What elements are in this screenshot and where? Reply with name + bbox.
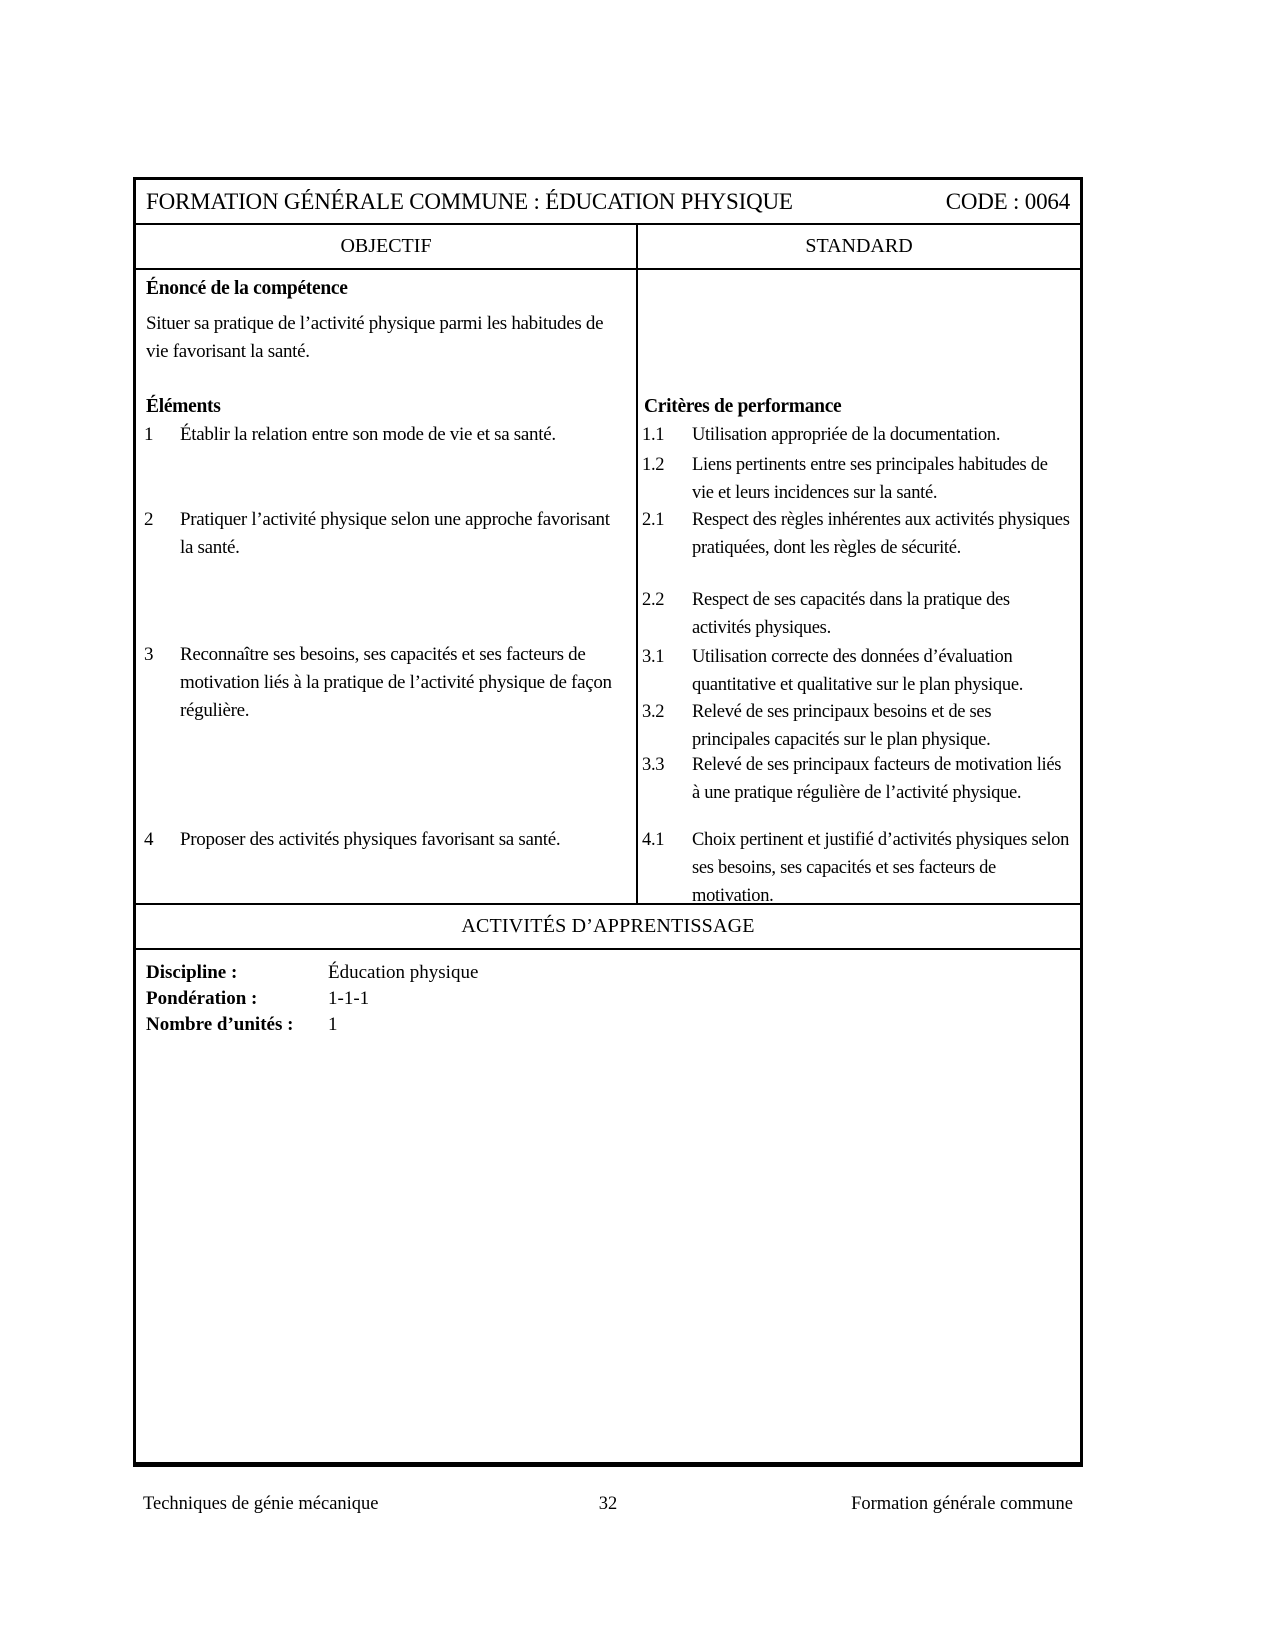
critere-num: 4.1 xyxy=(642,830,665,850)
critere-item xyxy=(642,451,1073,507)
footer-section-name: Formation générale commune xyxy=(851,1494,1073,1514)
objectif-cell xyxy=(136,270,638,903)
elements-title: Éléments xyxy=(146,396,221,417)
critere-item xyxy=(642,643,1073,699)
element-num: 1 xyxy=(144,424,154,445)
activites-banner xyxy=(136,905,1080,950)
critere-text: Utilisation appropriée de la documentation. xyxy=(692,425,1001,445)
col-header-objectif: OBJECTIF xyxy=(136,225,638,268)
critere-text: Choix pertinent et justifié d’activités physiques selon ses besoins, ses capacités et ses facteurs de motivation. xyxy=(692,830,1070,906)
critere-num: 1.1 xyxy=(642,425,665,445)
element-num: 2 xyxy=(144,509,154,530)
column-headers-row xyxy=(136,225,1080,270)
page-footer xyxy=(133,1494,1083,1515)
critere-num: 2.2 xyxy=(642,590,665,610)
critere-text: Relevé de ses principaux besoins et de ses principales capacités sur le plan physique. xyxy=(692,702,992,750)
critere-num: 3.2 xyxy=(642,702,665,722)
col-header-standard: STANDARD xyxy=(805,235,913,257)
detail-row xyxy=(146,1012,1070,1038)
critere-num: 1.2 xyxy=(642,455,665,475)
critere-text: Respect des règles inhérentes aux activités physiques pratiquées, dont les règles de sécurité. xyxy=(692,510,1070,558)
element-item xyxy=(144,421,620,449)
table-title-row xyxy=(136,180,1080,225)
critere-item xyxy=(642,421,1073,449)
critere-text: Respect de ses capacités dans la pratique des activités physiques. xyxy=(692,590,1010,638)
critere-num: 3.1 xyxy=(642,647,665,667)
enonce-title: Énoncé de la compétence xyxy=(146,278,348,299)
element-item xyxy=(144,506,620,562)
activites-details xyxy=(136,950,1080,1462)
main-content-row xyxy=(136,270,1080,905)
footer-page-number: 32 xyxy=(598,1494,618,1514)
critere-item xyxy=(642,506,1073,562)
element-item xyxy=(144,641,620,725)
detail-label: Pondération : xyxy=(146,988,258,1009)
critere-text: Utilisation correcte des données d’évaluation quantitative et qualitative sur le plan physique. xyxy=(692,647,1024,695)
enonce-text: Situer sa pratique de l’activité physique parmi les habitudes de vie favorisant la santé. xyxy=(146,313,604,362)
critere-text: Relevé de ses principaux facteurs de motivation liés à une pratique régulière de l’activité physique. xyxy=(692,755,1062,803)
element-text: Établir la relation entre son mode de vie et sa santé. xyxy=(180,424,556,445)
detail-value: 1-1-1 xyxy=(328,988,370,1009)
detail-label: Discipline : xyxy=(146,962,238,983)
competency-table xyxy=(133,177,1083,1467)
critere-item xyxy=(642,698,1073,754)
critere-num: 3.3 xyxy=(642,755,665,775)
element-item xyxy=(144,826,620,854)
table-title: FORMATION GÉNÉRALE COMMUNE : ÉDUCATION PHYSIQUE xyxy=(146,188,793,214)
critere-item xyxy=(642,751,1073,807)
detail-label: Nombre d’unités : xyxy=(146,1014,294,1035)
critere-item xyxy=(642,826,1073,910)
detail-row xyxy=(146,986,1070,1012)
detail-value: 1 xyxy=(328,1014,338,1035)
critere-item xyxy=(642,586,1073,642)
critere-text: Liens pertinents entre ses principales habitudes de vie et leurs incidences sur la santé. xyxy=(692,455,1048,503)
code-label: CODE : 0064 xyxy=(945,188,1070,214)
detail-value: Éducation physique xyxy=(328,962,479,983)
critere-num: 2.1 xyxy=(642,510,665,530)
activites-title: ACTIVITÉS D’APPRENTISSAGE xyxy=(461,915,755,937)
footer-program-name: Techniques de génie mécanique xyxy=(143,1494,379,1514)
element-num: 3 xyxy=(144,644,154,665)
element-text: Proposer des activités physiques favorisant sa santé. xyxy=(180,829,561,850)
detail-row xyxy=(146,960,1070,986)
element-num: 4 xyxy=(144,829,154,850)
criteres-title: Critères de performance xyxy=(644,396,842,417)
standard-cell xyxy=(638,270,1080,906)
element-text: Reconnaître ses besoins, ses capacités et ses facteurs de motivation liés à la pratique de l’activité physique de façon régulière. xyxy=(180,644,612,721)
element-text: Pratiquer l’activité physique selon une approche favorisant la santé. xyxy=(180,509,610,558)
